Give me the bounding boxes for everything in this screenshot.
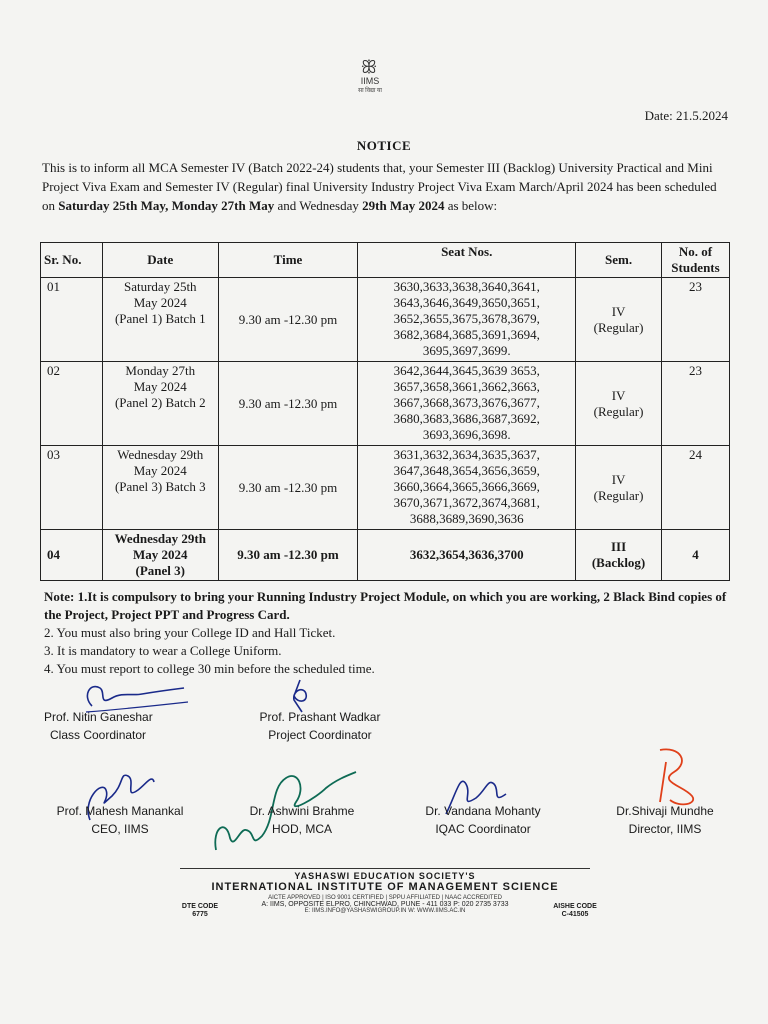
note-1-text: 1.It is compulsory to bring your Running Industry Project Module, on which you are working, 2 Black Bind copies of the Project, Project PPT and Progress Card. <box>44 589 727 622</box>
date-line: May 2024 <box>133 463 187 478</box>
date-line: Wednesday 29th <box>117 447 204 462</box>
signatory-name: Prof. Mahesh Manankal <box>56 804 184 818</box>
table-row <box>41 446 730 530</box>
intro-text-1: This is to inform all MCA Semester IV (Batch 2022-24) students that, your Semester III (Backlog) University Practical and Mini Project Viva Exam and Semester IV (Regular) final University Industry Project Viva Exam March/April 2024 has been scheduled on <box>42 160 717 213</box>
col-header-seats: Seat Nos. <box>358 243 576 278</box>
aishe-code <box>540 903 610 919</box>
dte-code-value: 6775 <box>192 911 208 918</box>
signatory-role: CEO, IIMS <box>91 822 149 836</box>
signatory-role: Class Coordinator <box>50 728 147 742</box>
signatory-name: Dr.Shivaji Mundhe <box>616 804 714 818</box>
dte-code <box>170 903 230 919</box>
address-line: A: IIMS, OPPOSITE ELPRO, CHINCHWAD, PUNE - 411 033 P: 020 2735 3733 <box>261 901 509 908</box>
cell-date <box>102 446 218 530</box>
date-line: Saturday 25th <box>123 279 197 294</box>
signatory-1 <box>44 708 194 744</box>
logo-motto: सा विद्या या <box>358 88 382 94</box>
date-line: (Panel 1) Batch 1 <box>114 311 206 326</box>
cell-sr: 01 <box>41 278 103 362</box>
cell-time: 9.30 am -12.30 pm <box>218 530 358 581</box>
cell-students: 23 <box>662 278 730 362</box>
signatory-name: Dr. Vandana Mohanty <box>425 804 541 818</box>
intro-text-2: and Wednesday <box>274 198 363 213</box>
signatory-5 <box>408 802 558 838</box>
intro-bold-2: 29th May 2024 <box>362 198 445 213</box>
approval-line: AICTE APPROVED | ISO 9001 CERTIFIED | SPPU AFFILIATED | NAAC ACCREDITED <box>268 895 502 901</box>
notice-date: Date: 21.5.2024 <box>644 108 728 123</box>
schedule-table <box>40 242 730 581</box>
signatory-6 <box>600 802 730 838</box>
signatory-role: Project Coordinator <box>268 728 372 742</box>
date-line: Wednesday 29th <box>114 531 206 546</box>
sem-line: IV <box>611 387 626 403</box>
footer-rule <box>180 868 590 869</box>
cell-date <box>102 278 218 362</box>
cell-students: 23 <box>662 362 730 446</box>
note-4: 4. You must report to college 30 min before the scheduled time. <box>44 661 375 676</box>
intro-text-3: as below: <box>444 198 498 213</box>
sem-line: (Regular) <box>593 319 644 335</box>
table-row <box>41 530 730 581</box>
date-line: Monday 27th <box>125 363 196 378</box>
signatory-4 <box>232 802 372 838</box>
signatory-role: IQAC Coordinator <box>435 822 531 836</box>
col-header-date: Date <box>102 243 218 278</box>
cell-sem <box>576 278 662 362</box>
cell-students: 4 <box>662 530 730 581</box>
col-header-time: Time <box>218 243 358 278</box>
date-line: (Panel 3) Batch 3 <box>114 479 206 494</box>
aishe-code-value: C-41505 <box>561 911 589 918</box>
cell-time: 9.30 am -12.30 pm <box>218 446 358 530</box>
notes-section <box>44 588 734 678</box>
dte-code-label: DTE CODE <box>181 903 219 910</box>
date-line: May 2024 <box>133 295 187 310</box>
cell-seats: 3630,3633,3638,3640,3641, 3643,3646,3649,3650,3651, 3652,3655,3675,3678,3679, 3682,3684,3685,3691,3694, 3695,3697,3699. <box>358 278 576 362</box>
signatory-2 <box>240 708 400 744</box>
cell-time: 9.30 am -12.30 pm <box>218 278 358 362</box>
institute-logo <box>340 58 400 106</box>
society-name: YASHASWI EDUCATION SOCIETY'S <box>294 871 476 881</box>
signatory-name: Prof. Prashant Wadkar <box>259 710 381 724</box>
notice-title: NOTICE <box>356 138 412 153</box>
note-2: 2. You must also bring your College ID and Hall Ticket. <box>44 625 336 640</box>
cell-seats: 3632,3654,3636,3700 <box>358 530 576 581</box>
cell-sem <box>576 530 662 581</box>
note-1 <box>44 588 734 624</box>
date-line: May 2024 <box>133 547 188 562</box>
col-header-students: No. of Students <box>662 243 730 278</box>
date-line: (Panel 2) Batch 2 <box>114 395 206 410</box>
date-line: (Panel 3) <box>135 563 185 578</box>
sem-line: III <box>610 539 627 554</box>
cell-sr: 04 <box>41 530 103 581</box>
date-line: May 2024 <box>133 379 187 394</box>
table-row <box>41 278 730 362</box>
table-header-row <box>41 243 730 278</box>
cell-sr: 03 <box>41 446 103 530</box>
intro-bold-1: Saturday 25th May, Monday 27th May <box>58 198 275 213</box>
institute-name: INTERNATIONAL INSTITUTE OF MANAGEMENT SCIENCE <box>211 881 559 893</box>
logo-name: IIMS <box>360 76 380 86</box>
aishe-code-label: AISHE CODE <box>553 903 597 910</box>
note-3: 3. It is mandatory to wear a College Uniform. <box>44 643 282 658</box>
cell-sem <box>576 362 662 446</box>
col-header-sem: Sem. <box>576 243 662 278</box>
sem-line: (Regular) <box>593 487 644 503</box>
cell-date <box>102 530 218 581</box>
intro-paragraph <box>42 158 732 215</box>
signatory-role: Director, IIMS <box>628 822 702 836</box>
cell-seats: 3642,3644,3645,3639 3653, 3657,3658,3661,3662,3663, 3667,3668,3673,3676,3677, 3680,3683,3686,3687,3692, 3693,3696,3698. <box>358 362 576 446</box>
sem-line: (Backlog) <box>591 555 646 570</box>
sem-line: (Regular) <box>593 403 644 419</box>
sem-line: IV <box>611 303 626 319</box>
signatory-role: HOD, MCA <box>272 822 332 836</box>
cell-seats: 3631,3632,3634,3635,3637, 3647,3648,3654,3656,3659, 3660,3664,3665,3666,3669, 3670,3671,3672,3674,3681, 3688,3689,3690,3636 <box>358 446 576 530</box>
col-header-sr: Sr. No. <box>41 243 103 278</box>
signatory-3 <box>40 802 200 838</box>
cell-date <box>102 362 218 446</box>
signatory-name: Prof. Nitin Ganeshar <box>44 710 153 724</box>
cell-sr: 02 <box>41 362 103 446</box>
table-row <box>41 362 730 446</box>
cell-sem <box>576 446 662 530</box>
note-label: Note: <box>44 589 78 604</box>
contact-line: E: IIMS.INFO@YASHASWIGROUP.IN W: WWW.IIMS.AC.IN <box>304 908 466 914</box>
cell-students: 24 <box>662 446 730 530</box>
sem-line: IV <box>611 471 626 487</box>
logo-mark: ꕥ <box>360 57 380 77</box>
signatory-name: Dr. Ashwini Brahme <box>249 804 355 818</box>
cell-time: 9.30 am -12.30 pm <box>218 362 358 446</box>
